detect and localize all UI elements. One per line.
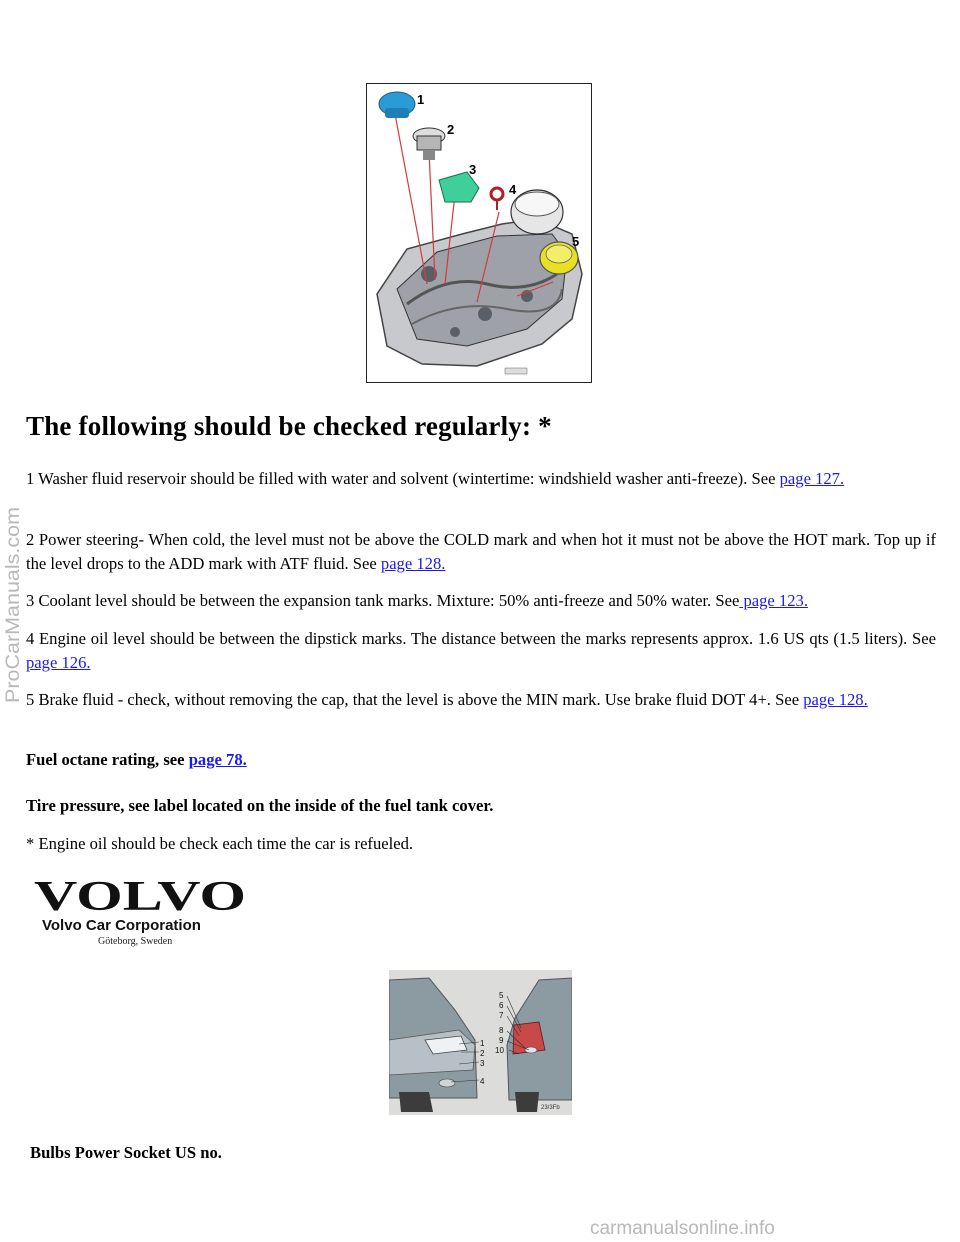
tire-pressure-line: Tire pressure, see label located on the inside of the fuel tank cover. bbox=[26, 796, 494, 815]
checklist-item-4 bbox=[26, 627, 936, 675]
page-link[interactable]: page 127. bbox=[779, 469, 845, 488]
checklist-item-2 bbox=[26, 528, 936, 576]
figure-code: 23/3Fb bbox=[541, 1105, 560, 1111]
callout-5: 5 bbox=[572, 234, 580, 249]
side-watermark bbox=[0, 505, 28, 705]
checklist-item-text: 2 Power steering- When cold, the level must not be above the COLD mark and when hot it must not be above the HOT mark. Top up if the level drops to the ADD mark with ATF fluid. See bbox=[26, 530, 936, 573]
rear-callout-10: 10 bbox=[495, 1046, 504, 1055]
footnote: * Engine oil should be check each time the car is refueled. bbox=[26, 834, 414, 853]
callout-2: 2 bbox=[447, 122, 455, 137]
page-heading: The following should be checked regularly: * bbox=[26, 411, 552, 441]
engine-bay-illustration bbox=[367, 84, 591, 382]
checklist-item-3 bbox=[26, 589, 936, 613]
rear-callout-8: 8 bbox=[499, 1026, 504, 1035]
callout-4: 4 bbox=[509, 182, 517, 197]
checklist-item-5 bbox=[26, 688, 936, 712]
checklist-item-text: 1 Washer fluid reservoir should be filled with water and solvent (wintertime: windshield washer anti-freeze). See bbox=[26, 469, 780, 488]
checklist-item-text: 5 Brake fluid - check, without removing the cap, that the level is above the MIN mark. Use brake fluid DOT 4+. See bbox=[26, 690, 804, 709]
page-link[interactable]: page 123. bbox=[739, 591, 808, 610]
logo-brand: VOLVO bbox=[34, 874, 246, 920]
front-callout-1: 1 bbox=[480, 1039, 485, 1048]
callout-3: 3 bbox=[469, 162, 477, 177]
front-callout-2: 2 bbox=[480, 1049, 485, 1058]
front-callout-4: 4 bbox=[480, 1077, 485, 1086]
rear-callout-5: 5 bbox=[499, 991, 504, 1000]
checklist-item-text: 4 Engine oil level should be between the dipstick marks. The distance between the marks represents approx. 1.6 US qts (1.5 liters). See bbox=[26, 629, 936, 648]
checklist-item-text: 3 Coolant level should be between the expansion tank marks. Mixture: 50% anti-freeze and 50% water. See bbox=[26, 591, 740, 610]
bulbs-illustration bbox=[389, 970, 572, 1115]
logo-location: Göteborg, Sweden bbox=[98, 936, 173, 947]
side-watermark-text bbox=[0, 505, 28, 705]
rear-callout-9: 9 bbox=[499, 1036, 504, 1045]
logo-company: Volvo Car Corporation bbox=[42, 917, 201, 934]
volvo-logo bbox=[32, 874, 252, 952]
bulbs-figure bbox=[389, 970, 572, 1115]
rear-callout-6: 6 bbox=[499, 1001, 504, 1010]
callout-1: 1 bbox=[417, 92, 425, 107]
fuel-octane-line bbox=[26, 748, 936, 772]
volvo-logo-graphic bbox=[32, 874, 252, 952]
checklist-item-1 bbox=[26, 467, 936, 491]
side-watermark-label: ProCarManuals.com bbox=[3, 529, 24, 703]
engine-bay-figure bbox=[366, 83, 592, 383]
page-link[interactable]: page 128. bbox=[803, 690, 868, 709]
rear-callout-7: 7 bbox=[499, 1011, 504, 1020]
fuel-page-link[interactable]: page 78. bbox=[188, 750, 247, 769]
page-link[interactable]: page 126. bbox=[26, 653, 91, 672]
page-link[interactable]: page 128. bbox=[380, 554, 446, 573]
front-callout-3: 3 bbox=[480, 1059, 485, 1068]
bottom-watermark: carmanualsonline.info bbox=[590, 1218, 775, 1239]
fuel-octane-text: Fuel octane rating, see bbox=[26, 750, 189, 769]
bulbs-table-header: Bulbs Power Socket US no. bbox=[30, 1143, 222, 1162]
